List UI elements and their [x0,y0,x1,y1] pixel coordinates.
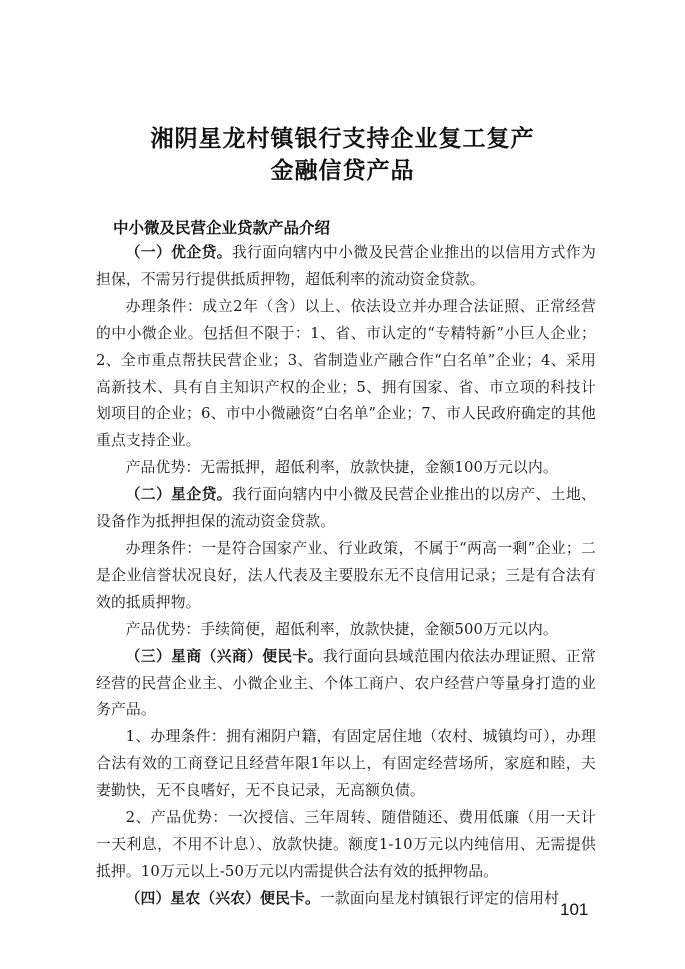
paragraph-text: 产品优势：手续简便，超低利率，放款快捷，金额500万元以内。 [125,620,558,638]
paragraph-text: 我行面向辖内中小微及民营企业推出的以信用方式作为担保，不需另行提供抵质押物，超低利率的流动资金贷款。 [96,244,596,288]
paragraph [96,240,596,294]
paragraph [96,644,596,725]
paragraph [96,482,596,536]
body-text [96,240,596,913]
document-title-line-2: 金融信贷产品 [270,157,415,184]
paragraph-text: 产品优势：无需抵押，超低利率，放款快捷，金额100万元以内。 [125,459,558,477]
paragraph [96,724,596,805]
paragraph-text: 一款面向星龙村镇银行评定的信用村 [319,889,560,907]
paragraph-text: 我行面向县域范围内依法办理证照、正常经营的民营企业主、小微企业主、个体工商户、农户经营户等量身打造的业务产品。 [96,647,597,719]
paragraph-text: 办理条件：一是符合国家产业、行业政策，不属于“两高一剩”企业；二是企业信誉状况良好，法人代表及主要股东无不良信用记录；三是有合法有效的抵质押物。 [96,539,596,611]
product-heading: （三）星商（兴商）便民卡。 [125,647,323,665]
paragraph-text: 办理条件：成立2年（含）以上、依法设立并办理合法证照、正常经营的中小微企业。包括但不限于：1、省、市认定的“专精特新”小巨人企业；2、全市重点帮扶民营企业；3、省制造业产融合作“白名单”企业；4、采用高新技术、具有自主知识产权的企业；5、拥有国家、省、市立项的科技计划项目的企业；6、市中小微融资“白名单”企业；7、市人民政府确定的其他重点支持企业。 [96,297,596,450]
paragraph-text: 1、办理条件：拥有湘阴户籍，有固定居住地（农村、城镇均可），办理合法有效的工商登记且经营年限1年以上，有固定经营场所，家庭和睦，夫妻勤快，无不良嗜好，无不良记录，无高额负债。 [96,728,596,800]
page-number: 101 [560,900,589,919]
product-heading: （四）星农（兴农）便民卡。 [125,889,320,907]
section-heading: 中小微及民营企业贷款产品介绍 [113,219,331,237]
document-title-line-1: 湘阴星龙村镇银行支持企业复工复产 [150,125,535,152]
paragraph [96,455,596,482]
product-heading: （一）优企贷。 [125,244,232,261]
paragraph [96,617,596,644]
paragraph [96,805,596,886]
paragraph [96,886,596,913]
paragraph [96,536,596,617]
paragraph [96,294,596,455]
paragraph-text: 我行面向辖内中小微及民营企业推出的以房产、土地、设备作为抵押担保的流动资金贷款。 [96,486,596,531]
product-heading: （二）星企贷。 [125,486,232,504]
paragraph-text: 2、产品优势：一次授信、三年周转、随借随还、费用低廉（用一天计一天利息，不用不计息）、放款快捷。额度1-10万元以内纯信用、无需提供抵押。10万元以上-50万元以内需提供合法有效的抵押物品。 [96,809,596,880]
